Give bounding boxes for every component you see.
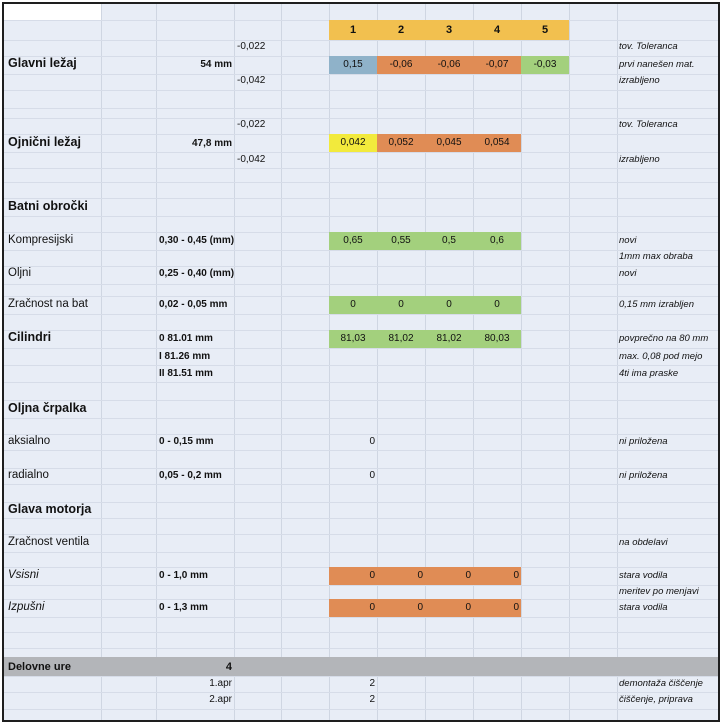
cylinder-size: I 81.26 mm bbox=[159, 351, 211, 362]
gridline bbox=[4, 198, 718, 199]
value: 0,052 bbox=[388, 137, 414, 148]
gridline bbox=[617, 4, 618, 720]
value: 0 bbox=[417, 570, 423, 581]
note: ni priložena bbox=[619, 470, 668, 481]
value: 0,55 bbox=[391, 235, 411, 246]
gridline bbox=[4, 250, 718, 251]
value: -0,07 bbox=[485, 59, 509, 70]
gridline bbox=[281, 4, 282, 720]
value: 0,65 bbox=[343, 235, 363, 246]
note: ni priložena bbox=[619, 436, 668, 447]
range: 0 - 1,3 mm bbox=[159, 602, 208, 613]
value: 80,03 bbox=[484, 333, 510, 344]
note: izrabljeno bbox=[619, 75, 660, 86]
note: čiščenje, priprava bbox=[619, 694, 693, 705]
gridline bbox=[4, 518, 718, 519]
note: max. 0,08 pod mejo bbox=[619, 351, 703, 362]
column-header-5: 5 bbox=[541, 24, 549, 36]
section-title: Delovne ure bbox=[8, 661, 71, 673]
gridline bbox=[4, 400, 718, 401]
value: 0 bbox=[369, 602, 375, 613]
range: 0,25 - 0,40 (mm) bbox=[159, 268, 235, 279]
column-header-4: 4 bbox=[493, 24, 501, 36]
column-header-3: 3 bbox=[445, 24, 453, 36]
value: 0,042 bbox=[340, 137, 366, 148]
dimension: 54 mm bbox=[200, 59, 232, 70]
value: 81,03 bbox=[340, 333, 366, 344]
section-title: Glavni ležaj bbox=[8, 56, 77, 70]
section-title: Batni obročki bbox=[8, 199, 88, 213]
gridline bbox=[4, 152, 718, 153]
value: -0,06 bbox=[389, 59, 413, 70]
row-label: Zračnost ventila bbox=[8, 536, 90, 548]
value: 0 bbox=[369, 436, 375, 447]
gridline bbox=[234, 4, 235, 720]
value: 0,15 bbox=[343, 59, 363, 70]
range: 0 - 1,0 mm bbox=[159, 570, 208, 581]
gridline bbox=[4, 266, 718, 267]
gridline bbox=[4, 484, 718, 485]
total-hours: 4 bbox=[225, 661, 232, 673]
note: izrabljeno bbox=[619, 154, 660, 165]
cylinder-size: II 81.51 mm bbox=[159, 368, 213, 379]
value: 0,045 bbox=[436, 137, 462, 148]
row-label: radialno bbox=[8, 469, 49, 481]
gridline bbox=[4, 502, 718, 503]
gridline bbox=[156, 4, 157, 720]
gridline bbox=[569, 4, 570, 720]
note: povprečno na 80 mm bbox=[619, 333, 709, 344]
range: 0 - 0,15 mm bbox=[159, 436, 214, 447]
gridline bbox=[4, 534, 718, 535]
gridline bbox=[101, 4, 102, 720]
gridline bbox=[4, 382, 718, 383]
gridline bbox=[4, 90, 718, 91]
hours: 2 bbox=[369, 694, 375, 705]
date: 1.apr bbox=[209, 678, 232, 689]
value: 0 bbox=[417, 602, 423, 613]
value: 0,054 bbox=[484, 137, 510, 148]
row-label: Oljni bbox=[8, 267, 32, 279]
gridline bbox=[4, 284, 718, 285]
note: meritev po menjavi bbox=[619, 586, 699, 597]
note: novi bbox=[619, 235, 637, 246]
note: 0,15 mm izrabljen bbox=[619, 299, 694, 310]
note: stara vodila bbox=[619, 570, 668, 581]
value: 0 bbox=[465, 570, 471, 581]
gridline bbox=[4, 552, 718, 553]
gridline bbox=[4, 108, 718, 109]
section-title: Oljna črpalka bbox=[8, 401, 87, 415]
column-header-2: 2 bbox=[397, 24, 405, 36]
tolerance-bottom: -0,042 bbox=[237, 75, 266, 86]
tolerance-top: -0,022 bbox=[237, 41, 266, 52]
gridline bbox=[4, 585, 718, 586]
tolerance-top: -0,022 bbox=[237, 119, 266, 130]
note: 4ti ima praske bbox=[619, 368, 679, 379]
gridline bbox=[4, 365, 718, 366]
value: 0,6 bbox=[490, 235, 504, 246]
range: 0,02 - 0,05 mm bbox=[159, 299, 228, 310]
gridline bbox=[4, 418, 718, 419]
value: 81,02 bbox=[436, 333, 462, 344]
gridline bbox=[4, 168, 718, 169]
value: 0 bbox=[513, 602, 519, 613]
work-hours-band bbox=[4, 657, 718, 676]
row-label: Kompresijski bbox=[8, 234, 74, 246]
value: 0 bbox=[369, 470, 375, 481]
gridline bbox=[4, 709, 718, 710]
gridline bbox=[4, 648, 718, 649]
section-title: Ojnični ležaj bbox=[8, 135, 81, 149]
value: 0 bbox=[446, 299, 452, 310]
gridline bbox=[521, 4, 522, 720]
value: 0 bbox=[465, 602, 471, 613]
value: 0 bbox=[398, 299, 404, 310]
tolerance-bottom: -0,042 bbox=[237, 154, 266, 165]
value: 0,5 bbox=[442, 235, 456, 246]
section-title: Glava motorja bbox=[8, 502, 92, 516]
value: 0 bbox=[350, 299, 356, 310]
row-label: Vsisni bbox=[8, 569, 39, 581]
row-label: Zračnost na bat bbox=[8, 298, 88, 310]
gridline bbox=[4, 348, 718, 349]
gridline bbox=[4, 118, 718, 119]
note: prvi nanešen mat. bbox=[619, 59, 695, 70]
cylinder-size: 0 81.01 mm bbox=[159, 333, 213, 344]
value: -0,06 bbox=[437, 59, 461, 70]
gridline bbox=[4, 216, 718, 217]
gridline bbox=[4, 632, 718, 633]
hours: 2 bbox=[369, 678, 375, 689]
note: novi bbox=[619, 268, 637, 279]
section-title: Cilindri bbox=[8, 330, 52, 344]
gridline bbox=[4, 617, 718, 618]
value: 0 bbox=[513, 570, 519, 581]
value: 0 bbox=[494, 299, 500, 310]
note: 1mm max obraba bbox=[619, 251, 693, 262]
dimension: 47,8 mm bbox=[191, 138, 232, 149]
note: demontaža čiščenje bbox=[619, 678, 703, 689]
range: 0,05 - 0,2 mm bbox=[159, 470, 222, 481]
value: -0,03 bbox=[533, 59, 557, 70]
date: 2.apr bbox=[209, 694, 232, 705]
gridline bbox=[4, 74, 718, 75]
note: stara vodila bbox=[619, 602, 668, 613]
column-header-1: 1 bbox=[349, 24, 357, 36]
gridline bbox=[4, 40, 718, 41]
gridline bbox=[4, 314, 718, 315]
row-label: aksialno bbox=[8, 435, 51, 447]
gridline bbox=[4, 182, 718, 183]
value: 0 bbox=[369, 570, 375, 581]
note: tov. Toleranca bbox=[619, 119, 678, 130]
note: na obdelavi bbox=[619, 537, 668, 548]
row-label: Izpušni bbox=[8, 601, 45, 613]
note: tov. Toleranca bbox=[619, 41, 678, 52]
selected-cell[interactable] bbox=[4, 4, 101, 20]
spreadsheet bbox=[2, 2, 720, 722]
range: 0,30 - 0,45 (mm) bbox=[159, 235, 235, 246]
value: 81,02 bbox=[388, 333, 414, 344]
gridline bbox=[4, 450, 718, 451]
